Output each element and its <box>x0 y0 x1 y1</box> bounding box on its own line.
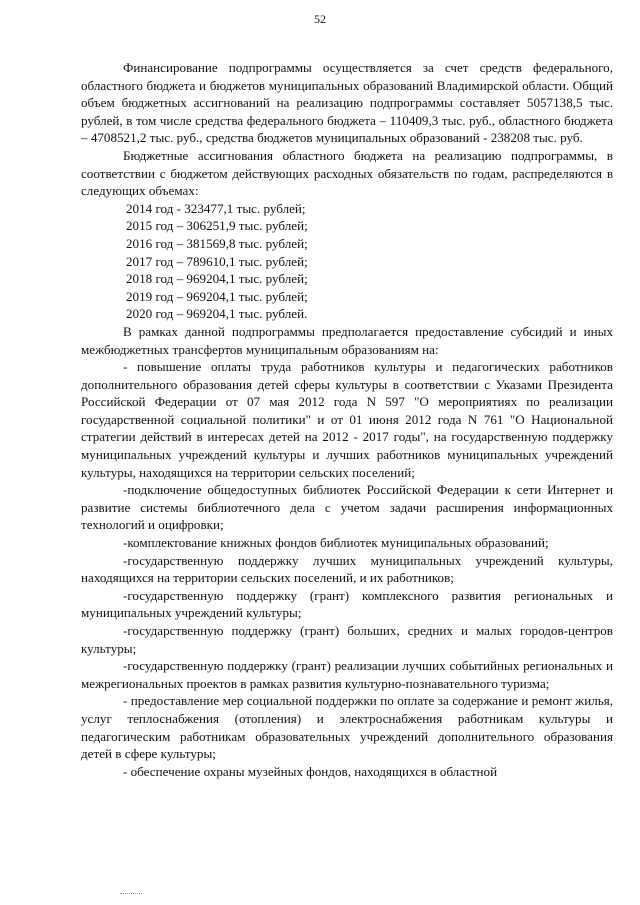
subsidy-item: -государственную поддержку (грант) больших, средних и малых городов-центров культуры; <box>81 623 613 656</box>
financing-paragraph: Финансирование подпрограммы осуществляется за счет средств федерального, областного бюджета и бюджетов муниципальных образований Владимирской области. Общий объем бюджетных ассигнований на реализацию подпрограммы составляет 5057138,5 тыс. рублей, в том числе средства федерального бюджета – 110409,3 тыс. руб., областного бюджета – 4708521,2 тыс. руб., средства бюджетов муниципальных образований - 238208 тыс. руб. <box>81 60 613 146</box>
year-allocation-item: 2016 год – 381569,8 тыс. рублей; <box>126 235 308 251</box>
page-number: 52 <box>314 12 326 26</box>
distribution-paragraph: Бюджетные ассигнования областного бюджета на реализацию подпрограммы, в соответствии с бюджетом действующих расходных обязательств по годам, распределяются в следующих объемах: <box>81 147 613 199</box>
subsidy-item: -государственную поддержку лучших муниципальных учреждений культуры, находящихся на территории сельских поселений, и их работников; <box>81 552 613 586</box>
subsidy-item: -подключение общедоступных библиотек Российской Федерации к сети Интернет и развитие системы библиотечного дела с учетом задачи расширения информационных технологий и оцифровки; <box>81 482 613 533</box>
year-allocation-list <box>126 200 613 323</box>
year-allocation-item: 2017 год – 789610,1 тыс. рублей; <box>126 253 308 269</box>
subsidy-item: -государственную поддержку (грант) реализации лучших событийных региональных и межрегиональных проектов в рамках развития культурно-познавательного туризма; <box>81 658 613 691</box>
subsidy-item: - обеспечение охраны музейных фондов, находящихся в областной <box>123 763 498 779</box>
subsidies-intro-paragraph: В рамках данной подпрограммы предполагается предоставление субсидий и иных межбюджетных трансфертов муниципальным образованиям на: <box>81 323 613 357</box>
subsidy-item: -государственную поддержку (грант) комплексного развития региональных и муниципальных учреждений культуры; <box>81 587 613 621</box>
subsidy-item: -комплектование книжных фондов библиотек муниципальных образований; <box>123 535 549 551</box>
year-allocation-item: 2014 год - 323477,1 тыс. рублей; <box>126 200 306 216</box>
year-allocation-item: 2015 год – 306251,9 тыс. рублей; <box>126 218 308 234</box>
year-allocation-item: 2019 год – 969204,1 тыс. рублей; <box>126 288 308 304</box>
document-body <box>81 59 613 780</box>
year-allocation-item: 2018 год – 969204,1 тыс. рублей; <box>126 271 308 287</box>
year-allocation-item: 2020 год – 969204,1 тыс. рублей. <box>126 306 308 322</box>
scan-artifact-mark <box>120 893 142 895</box>
subsidy-item: - предоставление мер социальной поддержки по оплате за содержание и ремонт жилья, услуг теплоснабжения (отопления) и электроснабжения работникам культуры и педагогическим работникам образовательных учреждений дополнительного образования детей в сфере культуры; <box>81 693 613 762</box>
subsidy-item: - повышение оплаты труда работников культуры и педагогических работников дополнительного образования детей сферы культуры в соответствии с Указами Президента Российской Федерации от 07 мая 2012 года N 597 "О мероприятиях по реализации государственной социальной политики" и от 01 июня 2012 года N 761 "О Национальной стратегии действий в интересах детей на 2012 - 2017 годы", на государственную поддержку муниципальных учреждений культуры и лучших работников муниципальных учреждений культуры, находящихся на территории сельских поселений; <box>81 359 613 480</box>
